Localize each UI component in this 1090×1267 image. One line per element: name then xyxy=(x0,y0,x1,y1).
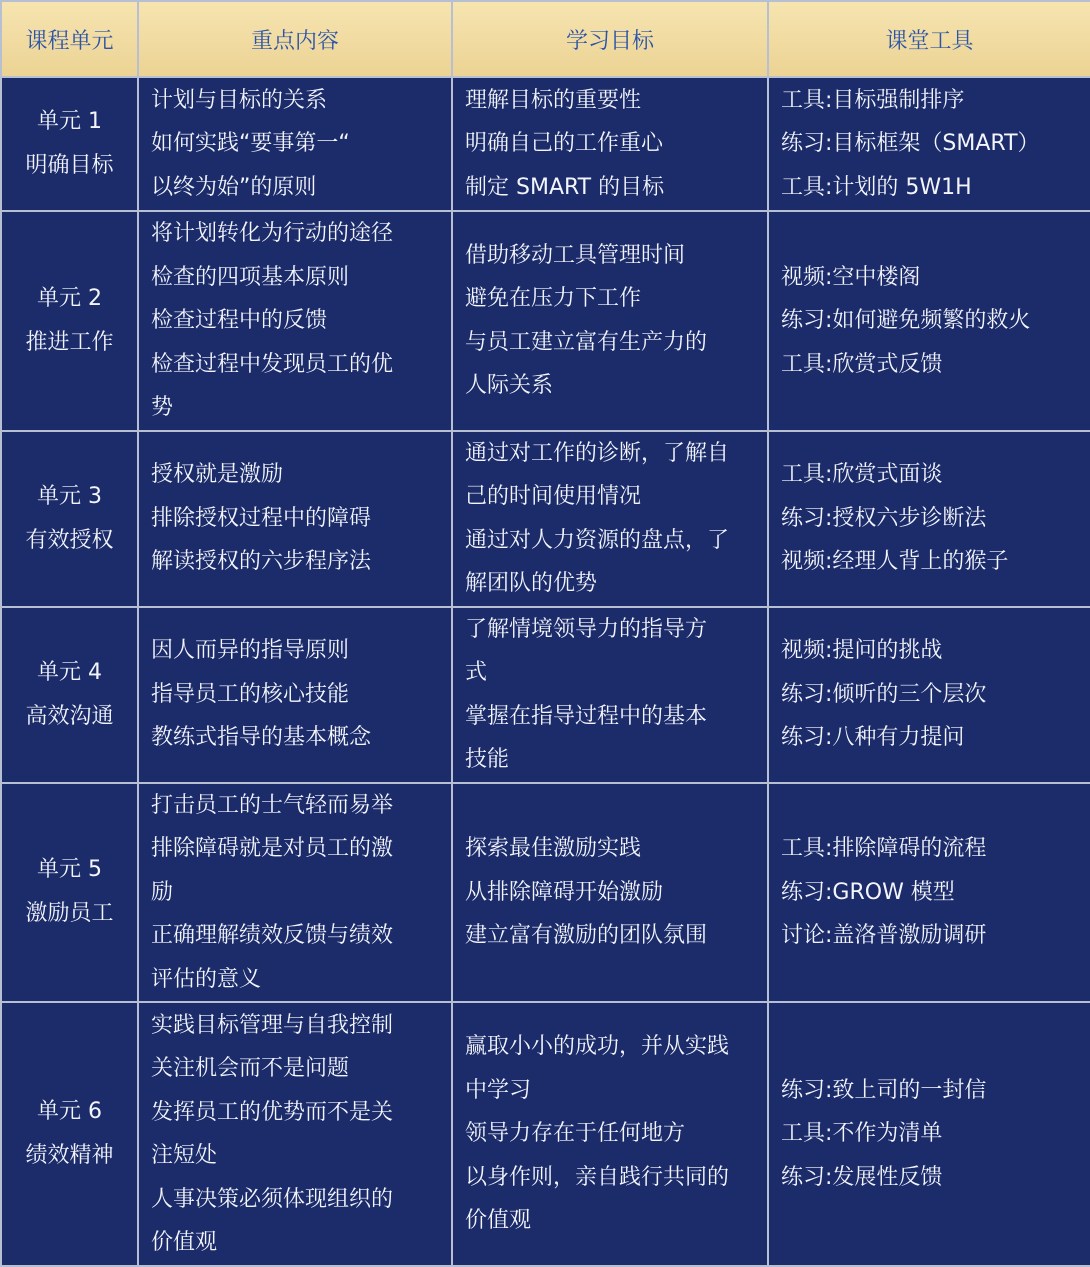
goal-line: 中学习 xyxy=(465,1077,532,1103)
header-row xyxy=(1,1,1090,77)
content-line: 人事决策必须体现组织的 xyxy=(151,1186,394,1212)
content-line: 计划与目标的关系 xyxy=(151,87,328,113)
goal-line: 以身作则，亲自践行共同的 xyxy=(465,1164,730,1190)
table-row xyxy=(1,783,1090,1003)
unit-number: 单元 3 xyxy=(37,483,102,509)
table-row xyxy=(1,211,1090,431)
tool-line: 讨论:盖洛普激励调研 xyxy=(781,923,987,948)
tool-line: 练习:倾听的三个层次 xyxy=(781,681,987,707)
tool-line: 练习:致上司的一封信 xyxy=(781,1077,987,1103)
unit-name: 高效沟通 xyxy=(25,703,114,729)
goal-line: 人际关系 xyxy=(465,373,554,399)
goal-line: 解团队的优势 xyxy=(465,571,598,596)
content-line: 将计划转化为行动的途径 xyxy=(151,221,394,246)
tool-line: 视频:经理人背上的猴子 xyxy=(781,549,1009,575)
unit-name: 明确目标 xyxy=(25,153,114,178)
content-line: 检查过程中发现员工的优 xyxy=(151,351,394,377)
goal-line: 探索最佳激励实践 xyxy=(465,836,642,861)
content-line: 势 xyxy=(151,395,174,420)
tool-line: 练习:目标框架（SMART） xyxy=(781,131,1040,157)
content-line: 评估的意义 xyxy=(151,966,262,992)
goal-line: 借助移动工具管理时间 xyxy=(465,242,686,268)
goals-cell xyxy=(452,607,768,783)
tool-line: 工具:欣赏式面谈 xyxy=(781,462,943,488)
goal-line: 技能 xyxy=(465,747,510,772)
goals-cell xyxy=(452,1002,768,1266)
content-line: 注短处 xyxy=(151,1143,218,1168)
tool-line: 视频:空中楼阁 xyxy=(781,264,921,290)
unit-cell xyxy=(1,77,138,211)
unit-cell xyxy=(1,1002,138,1266)
goal-line: 了解情境领导力的指导方 xyxy=(465,616,708,642)
table-header xyxy=(1,1,1090,77)
unit-cell xyxy=(1,211,138,431)
unit-cell xyxy=(1,783,138,1003)
unit-number: 单元 2 xyxy=(37,285,102,311)
table-row xyxy=(1,431,1090,607)
tool-line: 工具:不作为清单 xyxy=(781,1121,943,1147)
content-line: 检查过程中的反馈 xyxy=(151,308,328,333)
tool-line: 视频:提问的挑战 xyxy=(781,638,943,664)
unit-number: 单元 5 xyxy=(37,857,102,883)
goals-cell xyxy=(452,783,768,1003)
content-line: 以终为始”的原则 xyxy=(151,174,317,200)
tools-cell xyxy=(768,77,1090,211)
content-line: 检查的四项基本原则 xyxy=(151,264,350,290)
header-goals: 学习目标 xyxy=(452,1,768,77)
tool-line: 工具:欣赏式反馈 xyxy=(781,351,943,377)
tool-line: 工具:目标强制排序 xyxy=(781,87,965,113)
goal-line: 通过对工作的诊断，了解自 xyxy=(465,440,730,466)
tool-line: 练习:如何避免频繁的救火 xyxy=(781,308,1031,333)
goal-line: 式 xyxy=(465,660,488,685)
goals-cell xyxy=(452,77,768,211)
goal-line: 明确自己的工作重心 xyxy=(465,131,664,157)
tools-cell xyxy=(768,431,1090,607)
table-row xyxy=(1,1002,1090,1266)
content-line: 排除障碍就是对员工的激 xyxy=(151,836,394,861)
header-content: 重点内容 xyxy=(138,1,452,77)
content-line: 正确理解绩效反馈与绩效 xyxy=(151,923,394,948)
goal-line: 掌握在指导过程中的基本 xyxy=(465,703,708,729)
content-line: 教练式指导的基本概念 xyxy=(151,725,372,751)
goals-cell xyxy=(452,431,768,607)
goal-line: 领导力存在于任何地方 xyxy=(465,1121,686,1147)
content-line: 励 xyxy=(151,879,174,905)
content-line: 指导员工的核心技能 xyxy=(151,681,350,707)
tool-line: 工具:排除障碍的流程 xyxy=(781,836,987,861)
goal-line: 避免在压力下工作 xyxy=(465,286,642,312)
goal-line: 从排除障碍开始激励 xyxy=(465,879,664,905)
goal-line: 赢取小小的成功，并从实践 xyxy=(465,1034,730,1060)
tools-cell xyxy=(768,211,1090,431)
tools-cell xyxy=(768,607,1090,783)
unit-name: 激励员工 xyxy=(25,901,114,927)
content-line: 排除授权过程中的障碍 xyxy=(151,505,372,531)
table-row xyxy=(1,77,1090,211)
content-cell xyxy=(138,607,452,783)
tools-cell xyxy=(768,783,1090,1003)
table-row xyxy=(1,607,1090,783)
content-line: 价值观 xyxy=(151,1230,218,1255)
goal-line: 价值观 xyxy=(465,1208,532,1234)
content-line: 发挥员工的优势而不是关 xyxy=(151,1099,394,1125)
content-cell xyxy=(138,211,452,431)
goal-line: 己的时间使用情况 xyxy=(465,484,642,509)
content-cell xyxy=(138,431,452,607)
content-line: 实践目标管理与自我控制 xyxy=(151,1012,394,1038)
goal-line: 制定 SMART 的目标 xyxy=(465,174,665,200)
content-line: 如何实践“要事第一“ xyxy=(151,131,350,157)
unit-number: 单元 6 xyxy=(37,1099,102,1124)
tool-line: 工具:计划的 5W1H xyxy=(781,174,972,200)
unit-name: 有效授权 xyxy=(25,527,114,553)
content-cell xyxy=(138,1002,452,1266)
goal-line: 建立富有激励的团队氛围 xyxy=(465,923,708,948)
content-cell xyxy=(138,77,452,211)
content-line: 解读授权的六步程序法 xyxy=(151,549,372,575)
content-line: 打击员工的士气轻而易举 xyxy=(151,792,394,818)
tool-line: 练习:发展性反馈 xyxy=(781,1164,943,1190)
content-line: 授权就是激励 xyxy=(151,462,284,488)
goals-cell xyxy=(452,211,768,431)
unit-name: 推进工作 xyxy=(25,329,114,355)
tool-line: 练习:授权六步诊断法 xyxy=(781,505,987,531)
unit-cell xyxy=(1,431,138,607)
content-cell xyxy=(138,783,452,1003)
tool-line: 练习:八种有力提问 xyxy=(781,725,965,751)
unit-number: 单元 4 xyxy=(37,659,102,685)
unit-number: 单元 1 xyxy=(37,109,102,134)
header-unit: 课程单元 xyxy=(1,1,138,77)
table-body xyxy=(1,77,1090,1266)
content-line: 关注机会而不是问题 xyxy=(151,1056,350,1081)
tools-cell xyxy=(768,1002,1090,1266)
unit-name: 绩效精神 xyxy=(25,1143,114,1168)
goal-line: 与员工建立富有生产力的 xyxy=(465,329,708,355)
goal-line: 通过对人力资源的盘点，了 xyxy=(465,527,730,553)
tool-line: 练习:GROW 模型 xyxy=(781,879,955,905)
goal-line: 理解目标的重要性 xyxy=(465,87,642,113)
header-tools: 课堂工具 xyxy=(768,1,1090,77)
unit-cell xyxy=(1,607,138,783)
content-line: 因人而异的指导原则 xyxy=(151,638,350,664)
